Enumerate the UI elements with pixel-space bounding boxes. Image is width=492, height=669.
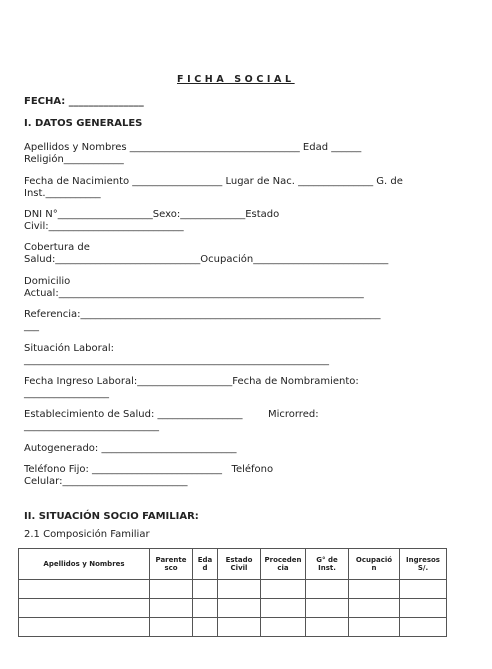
table-cell[interactable]: [218, 580, 261, 599]
autogenerado-field[interactable]: Autogenerado: ___________________________: [24, 443, 237, 454]
table-row: [19, 580, 447, 599]
column-header: Eda d: [193, 549, 218, 580]
referencia-field[interactable]: Referencia:____________________________________________________________: [24, 309, 381, 320]
column-header: G° de Inst.: [306, 549, 349, 580]
microrred-field[interactable]: ___________________________: [24, 421, 159, 432]
table-cell[interactable]: [349, 599, 400, 618]
table-cell[interactable]: [193, 580, 218, 599]
situacion-laboral-label: Situación Laboral:: [24, 343, 114, 354]
column-header: Proceden cia: [261, 549, 306, 580]
table-cell[interactable]: [193, 618, 218, 637]
section-socio-familiar-heading: II. SITUACIÓN SOCIO FAMILIAR:: [24, 511, 199, 522]
page-title: FICHA SOCIAL: [177, 74, 295, 85]
fecha-nombramiento-field[interactable]: _________________: [24, 388, 109, 399]
domicilio-label: Domicilio: [24, 276, 71, 287]
table-cell[interactable]: [218, 599, 261, 618]
domicilio-field[interactable]: Actual:_____________________________________________________________: [24, 288, 364, 299]
table-row: [19, 599, 447, 618]
composicion-familiar-table: [18, 548, 447, 637]
table-row: [19, 618, 447, 637]
cobertura-label: Cobertura de: [24, 242, 90, 253]
table-cell[interactable]: [400, 599, 447, 618]
table-cell[interactable]: [19, 580, 150, 599]
referencia-field-continuation[interactable]: ___: [24, 321, 39, 332]
table-cell[interactable]: [19, 599, 150, 618]
column-header: Ingresos S/.: [400, 549, 447, 580]
fecha-ingreso-field[interactable]: Fecha Ingreso Laboral:___________________Fecha de Nombramiento:: [24, 376, 359, 387]
table-cell[interactable]: [261, 599, 306, 618]
telefono-celular-field[interactable]: Celular:_________________________: [24, 476, 188, 487]
religion-field[interactable]: Religión____________: [24, 154, 124, 165]
table-cell[interactable]: [349, 580, 400, 599]
salud-ocupacion-field[interactable]: Salud:_____________________________Ocupación___________________________: [24, 254, 389, 265]
table-cell[interactable]: [306, 618, 349, 637]
table-cell[interactable]: [261, 618, 306, 637]
table-cell[interactable]: [261, 580, 306, 599]
table-cell[interactable]: [400, 618, 447, 637]
table-cell[interactable]: [306, 580, 349, 599]
establecimiento-field[interactable]: Establecimiento de Salud: _________________ Microrred:: [24, 409, 319, 420]
composicion-familiar-subheading: 2.1 Composición Familiar: [24, 529, 150, 540]
column-header: Parente sco: [150, 549, 193, 580]
section-datos-generales-heading: I. DATOS GENERALES: [24, 118, 143, 129]
column-header: Apellidos y Nombres: [19, 549, 150, 580]
telefono-fijo-field[interactable]: Teléfono Fijo: __________________________ Teléfono: [24, 464, 274, 475]
situacion-laboral-field[interactable]: _____________________________________________________________: [24, 355, 329, 366]
table-header-row: [19, 549, 447, 580]
grado-instruccion-field[interactable]: Inst.___________: [24, 188, 101, 199]
estado-civil-field[interactable]: Civil:___________________________: [24, 221, 184, 232]
table-cell[interactable]: [193, 599, 218, 618]
apellidos-edad-field[interactable]: Apellidos y Nombres __________________________________ Edad ______: [24, 142, 362, 153]
table-cell[interactable]: [349, 618, 400, 637]
table-cell[interactable]: [306, 599, 349, 618]
table-cell[interactable]: [218, 618, 261, 637]
dni-sexo-field[interactable]: DNI N°___________________Sexo:_____________Estado: [24, 209, 280, 220]
table-cell[interactable]: [150, 580, 193, 599]
table-cell[interactable]: [150, 618, 193, 637]
fecha-nacimiento-field[interactable]: Fecha de Nacimiento __________________ Lugar de Nac. _______________ G. de: [24, 176, 403, 187]
fecha-field[interactable]: FECHA: _______________: [24, 96, 144, 107]
column-header: Ocupació n: [349, 549, 400, 580]
table-cell[interactable]: [150, 599, 193, 618]
table-cell[interactable]: [400, 580, 447, 599]
column-header: Estado Civil: [218, 549, 261, 580]
table-cell[interactable]: [19, 618, 150, 637]
